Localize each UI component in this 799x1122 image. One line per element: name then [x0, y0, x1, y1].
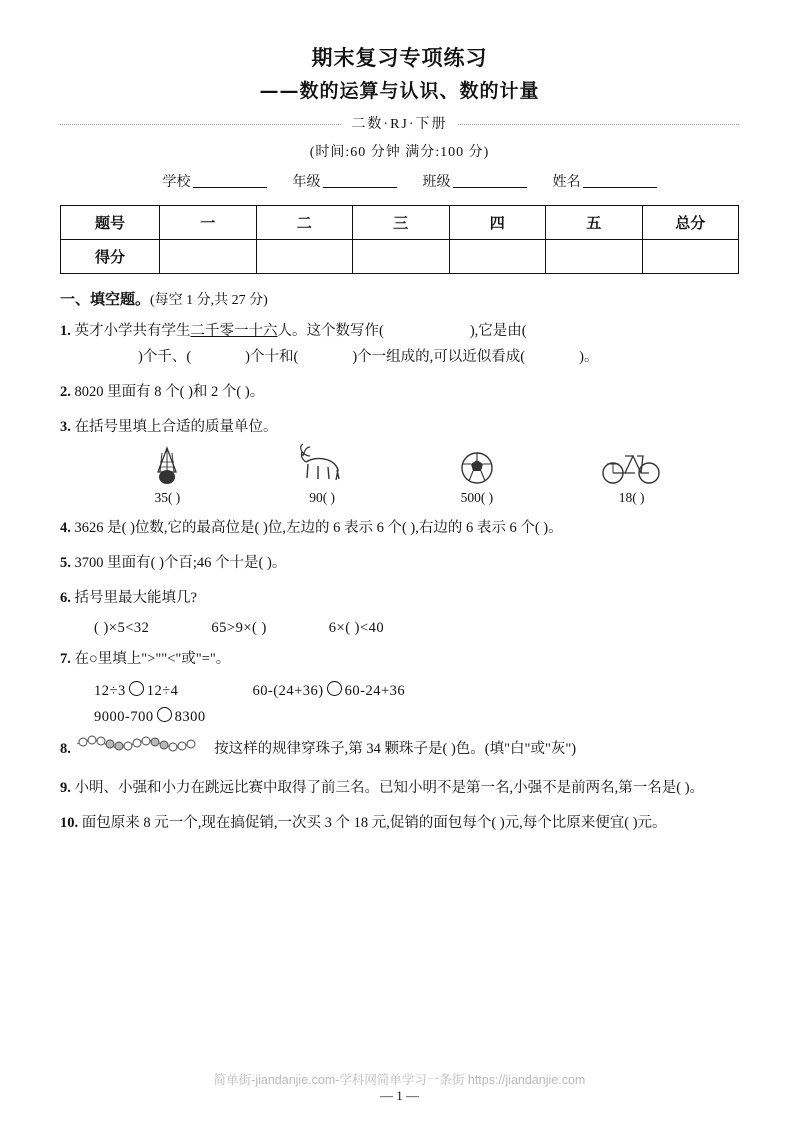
comparison-circle[interactable] — [157, 707, 172, 722]
table-row — [61, 206, 739, 240]
exam-info: (时间:60 分钟 满分:100 分) — [309, 145, 490, 160]
question-6-number: 6. — [60, 590, 71, 606]
field-name-blank[interactable] — [583, 173, 657, 188]
comparison-circle[interactable] — [129, 681, 144, 696]
subject-label: 二数·RJ·下册 — [341, 117, 457, 132]
section-heading-text: 一、填空题。 — [60, 292, 151, 308]
question-7-number: 7. — [60, 651, 71, 667]
question-7-line-2 — [94, 707, 739, 726]
unit-item-4-caption: 18( ) — [618, 490, 645, 505]
goat-icon — [262, 440, 382, 486]
question-7 — [60, 646, 739, 672]
question-9 — [60, 775, 739, 801]
score-header-4: 四 — [449, 206, 546, 240]
score-cell-4[interactable] — [449, 240, 546, 274]
unit-item-2 — [262, 440, 382, 506]
question-9-number: 9. — [60, 780, 71, 796]
q7-l3-right: 8300 — [174, 709, 206, 725]
question-8-text: 按这样的规律穿珠子,第 34 颗珠子是( )色。(填"白"或"灰") — [214, 741, 577, 757]
question-5-text: 3700 里面有( )个百;46 个十是( )。 — [74, 555, 287, 571]
field-name-label: 姓名 — [552, 175, 581, 190]
question-1-number: 1. — [60, 323, 71, 339]
unit-item-2-caption: 90( ) — [309, 490, 336, 505]
bead-string-icon — [75, 735, 207, 766]
table-row — [61, 240, 739, 274]
field-school-label: 学校 — [162, 175, 191, 190]
question-1-p2: 人。这个数写作( — [277, 323, 384, 339]
score-row-label: 得分 — [61, 240, 160, 274]
field-grade-label: 年级 — [292, 175, 321, 190]
question-1-p4: )个千、( — [138, 349, 192, 365]
field-class — [423, 171, 527, 191]
question-4-number: 4. — [60, 520, 71, 536]
badminton-shuttlecock-icon — [107, 440, 227, 486]
field-class-label: 班级 — [422, 175, 451, 190]
question-5 — [60, 550, 739, 576]
score-header-5: 五 — [546, 206, 643, 240]
question-10-text: 面包原来 8 元一个,现在搞促销,一次买 3 个 18 元,促销的面包每个( )元,每个比原来便宜( )元。 — [81, 815, 667, 831]
question-1-p5: )个十和( — [245, 349, 299, 365]
score-header-2: 二 — [256, 206, 353, 240]
unit-item-1-caption: 35( ) — [154, 490, 181, 505]
question-1-p0: 英才小学共有学生 — [74, 323, 191, 339]
question-10-number: 10. — [60, 815, 79, 831]
question-6-text: 括号里最大能填几? — [74, 590, 197, 606]
score-header-label: 题号 — [61, 206, 160, 240]
question-1-underlined: 二千零一十六 — [190, 323, 278, 339]
page-subtitle: ——数的运算与认识、数的计量 — [259, 80, 540, 102]
score-table — [60, 205, 739, 274]
field-class-blank[interactable] — [453, 173, 527, 188]
score-cell-1[interactable] — [160, 240, 257, 274]
field-grade — [293, 171, 397, 191]
question-7-text: 在○里填上">""<"或"="。 — [74, 651, 231, 667]
unit-item-1 — [107, 440, 227, 506]
question-3-text: 在括号里填上合适的质量单位。 — [74, 419, 278, 435]
question-3-unit-row — [90, 450, 709, 506]
question-6-expr-3: 6×( )<40 — [328, 620, 385, 636]
q7-l1-left: 12÷3 — [94, 683, 126, 699]
question-10 — [60, 810, 739, 836]
q7-l2-left: 60-(24+36) — [252, 683, 324, 699]
question-4 — [60, 515, 739, 541]
score-cell-total[interactable] — [642, 240, 739, 274]
field-school — [163, 171, 267, 191]
q7-l1-right: 12÷4 — [146, 683, 179, 699]
question-1-p7: )。 — [579, 349, 599, 365]
question-8 — [60, 735, 739, 766]
question-5-number: 5. — [60, 555, 71, 571]
unit-item-3 — [417, 440, 537, 506]
question-6 — [60, 585, 739, 611]
question-4-text: 3626 是( )位数,它的最高位是( )位,左边的 6 表示 6 个( ),右边的 6 表示 6 个( )。 — [74, 520, 563, 536]
question-7-line-1 — [94, 681, 739, 700]
question-6-expressions — [94, 620, 739, 637]
unit-item-4 — [572, 440, 692, 506]
score-header-3: 三 — [353, 206, 450, 240]
subject-banner — [60, 113, 739, 133]
question-1-p3: ),它是由( — [469, 323, 527, 339]
section-heading — [60, 288, 739, 309]
question-3 — [60, 414, 739, 440]
field-grade-blank[interactable] — [323, 173, 397, 188]
score-header-1: 一 — [160, 206, 257, 240]
bicycle-icon — [572, 440, 692, 486]
q7-l2-right: 60-24+36 — [344, 683, 406, 699]
question-2-number: 2. — [60, 384, 71, 400]
student-fields — [60, 171, 739, 191]
page-number: — 1 — — [380, 1088, 419, 1103]
page-title: 期末复习专项练习 — [311, 45, 488, 70]
unit-item-3-caption: 500( ) — [460, 490, 494, 505]
watermark: 简单街-jiandanjie.com-学科网简单学习一条街 https://jiandanjie.com — [213, 1073, 586, 1087]
question-1-p6: )个一组成的,可以近似看成( — [352, 349, 526, 365]
question-3-number: 3. — [60, 419, 71, 435]
score-cell-3[interactable] — [353, 240, 450, 274]
question-8-number: 8. — [60, 741, 71, 757]
question-6-expr-2: 65>9×( ) — [211, 620, 267, 636]
comparison-circle[interactable] — [327, 681, 342, 696]
section-heading-note: (每空 1 分,共 27 分) — [150, 293, 268, 308]
question-1 — [60, 318, 739, 370]
score-cell-5[interactable] — [546, 240, 643, 274]
score-header-total: 总分 — [642, 206, 739, 240]
q7-l3-left: 9000-700 — [94, 709, 154, 725]
question-2 — [60, 379, 739, 405]
question-9-text: 小明、小强和小力在跳远比赛中取得了前三名。已知小明不是第一名,小强不是前两名,第一名是( )。 — [74, 780, 705, 796]
soccer-ball-icon — [417, 440, 537, 486]
field-name — [553, 171, 657, 191]
question-6-expr-1: ( )×5<32 — [94, 620, 150, 636]
score-cell-2[interactable] — [256, 240, 353, 274]
field-school-blank[interactable] — [193, 173, 267, 188]
question-2-text: 8020 里面有 8 个( )和 2 个( )。 — [74, 384, 265, 400]
